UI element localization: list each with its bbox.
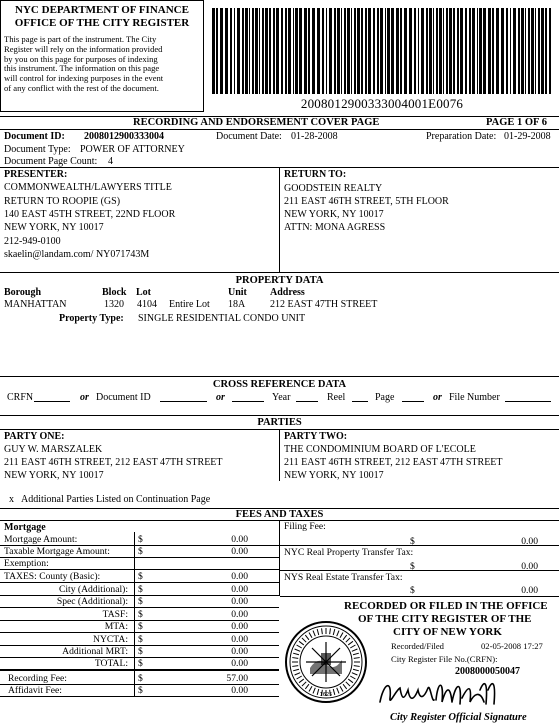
barcode-bar: [545, 8, 547, 94]
nyc-transfer-dollar: $: [410, 561, 415, 572]
barcode-bar: [472, 8, 475, 94]
fee-label: TAXES: County (Basic):: [4, 571, 101, 582]
barcode-bar: [418, 8, 419, 94]
notice-line: by you on this page for purposes of indexing: [4, 53, 158, 64]
seal-tick: [293, 669, 299, 671]
barcode-bar: [230, 8, 232, 94]
barcode-bar: [304, 8, 307, 94]
fee-value: 0.00: [231, 584, 248, 595]
fee-divider: [0, 569, 279, 570]
seal-tick: [293, 653, 299, 655]
fee-label: Spec (Additional):: [56, 596, 128, 607]
party-two-title: PARTY TWO:: [284, 431, 348, 442]
presenter-line: COMMONWEALTH/LAWYERS TITLE: [4, 182, 172, 193]
barcode-bar: [262, 8, 264, 94]
fee-label: Exemption:: [4, 558, 49, 569]
barcode-bar: [387, 8, 390, 94]
barcode-bar: [469, 8, 471, 94]
fee-divider: [0, 607, 279, 608]
fee-row: [0, 584, 280, 595]
barcode-bar: [391, 8, 394, 94]
presenter-line: RETURN TO ROOPIE (GS): [4, 196, 121, 207]
notice-line: This page is part of the instrument. The City: [4, 34, 157, 45]
fee-row: [0, 596, 280, 607]
recorded-datetime: 02-05-2008 17:27: [481, 641, 543, 651]
barcode-bar: [259, 8, 260, 94]
recorded-line-2: OF THE CITY REGISTER OF THE: [358, 613, 532, 625]
barcode-bar: [368, 8, 371, 94]
barcode-bar: [433, 8, 434, 94]
block-header: Block: [102, 287, 127, 298]
fee-label: City (Additional):: [58, 584, 128, 595]
barcode-bar: [276, 8, 279, 94]
presenter-line: NEW YORK, NY 10017: [4, 222, 104, 233]
seal-tick: [343, 684, 347, 689]
fee-value: 0.00: [231, 571, 248, 582]
nys-transfer-label: NYS Real Estate Transfer Tax:: [284, 572, 403, 583]
barcode-bar: [377, 8, 379, 94]
borough-value: MANHATTAN: [4, 299, 67, 310]
unit-header: Unit: [228, 287, 247, 298]
barcode-bar: [528, 8, 530, 94]
fee-divider: [0, 632, 279, 633]
fee-row: [0, 534, 280, 545]
seal-tick: [352, 649, 358, 651]
notice-line: will control for indexing purposes in the event: [4, 73, 164, 84]
seal-tick: [353, 669, 359, 671]
barcode-bar: [312, 8, 315, 94]
divider: [0, 129, 559, 130]
fee-divider: [0, 582, 279, 583]
barcode-bar: [404, 8, 407, 94]
fee-row: [0, 658, 280, 669]
notice-line: this instrument. The information on this page: [4, 63, 160, 74]
barcode-bar: [347, 8, 350, 94]
department-line-1: NYC DEPARTMENT OF FINANCE: [15, 4, 189, 16]
page-label: Page: [375, 392, 395, 403]
presenter-line: 140 EAST 45TH STREET, 22ND FLOOR: [4, 209, 176, 220]
fee-column-divider: [134, 532, 135, 696]
fee-label: Taxable Mortgage Amount:: [4, 546, 110, 557]
seal-tick: [317, 689, 319, 695]
return-to-title: RETURN TO:: [284, 169, 347, 180]
seal-tick: [354, 658, 360, 659]
barcode-bar: [496, 8, 499, 94]
divider: [280, 545, 559, 546]
fees-title: FEES AND TAXES: [235, 509, 324, 520]
barcode-bar: [414, 8, 416, 94]
barcode-bar: [446, 8, 448, 94]
fee-row: [0, 558, 280, 569]
presenter-email: skaelin@landam.com/ NY071743M: [4, 249, 150, 260]
barcode-bar: [216, 8, 218, 94]
barcode-bar: [344, 8, 346, 94]
barcode-number: 2008012900333004001E0076: [300, 96, 464, 111]
fee-label: Mortgage Amount:: [4, 534, 78, 545]
barcode-bar: [337, 8, 340, 94]
barcode-bar: [252, 8, 254, 94]
lot-value: 4104: [137, 299, 157, 310]
cross-reference-title: CROSS REFERENCE DATA: [212, 379, 347, 390]
fee-dollar: $: [138, 534, 143, 545]
unit-value: 18A: [228, 299, 246, 310]
barcode-bar: [273, 8, 275, 94]
presenter-line: 212-949-0100: [4, 236, 61, 247]
party-two-line: THE CONDOMINIUM BOARD OF L'ECOLE: [284, 444, 476, 455]
document-type-label: Document Type:: [4, 144, 71, 155]
signature-caption: City Register Official Signature: [390, 712, 527, 723]
page-indicator: PAGE 1 OF 6: [486, 117, 547, 128]
barcode-bar: [234, 8, 235, 94]
fee-label: Additional MRT:: [62, 646, 128, 657]
seal-tick: [337, 631, 339, 637]
department-title: [4, 4, 200, 29]
seal-tick: [350, 645, 355, 648]
recorded-line-3: CITY OF NEW YORK: [393, 626, 502, 638]
recorded-line-1: RECORDED OR FILED IN THE OFFICE: [344, 600, 548, 612]
barcode-bar: [225, 8, 228, 94]
seal-tick: [309, 633, 312, 638]
fee-row: [0, 546, 280, 557]
page-blank: [402, 401, 424, 402]
barcode-bar: [373, 8, 375, 94]
seal-tick: [302, 638, 306, 642]
fee-row: [0, 685, 280, 696]
barcode-bar: [329, 8, 332, 94]
barcode-bar: [212, 8, 215, 94]
fee-divider: [0, 696, 279, 697]
barcode-bar: [453, 8, 455, 94]
address-header: Address: [270, 287, 305, 298]
property-title: PROPERTY DATA: [235, 275, 324, 286]
block-value: 1320: [104, 299, 124, 310]
barcode-bar: [317, 8, 320, 94]
year-blank: [296, 401, 318, 402]
barcode-bar: [513, 8, 516, 94]
barcode-bar: [242, 8, 244, 94]
party-two-line: 211 EAST 46TH STREET, 212 EAST 47TH STREET: [284, 457, 503, 468]
fee-dollar: $: [138, 634, 143, 645]
notice-line: of any conflict with the rest of the document.: [4, 82, 159, 93]
barcode-bar: [295, 8, 298, 94]
document-id: 2008012900333004: [84, 131, 164, 142]
seal-tick: [340, 686, 343, 691]
seal-tick: [353, 653, 359, 655]
seal-tick: [333, 629, 335, 635]
seal-tick: [348, 641, 353, 645]
fee-divider: [0, 669, 279, 671]
header-notice-box: [0, 0, 204, 112]
address-value: 212 EAST 47TH STREET: [270, 299, 378, 310]
seal-tick: [322, 628, 323, 634]
nys-transfer-value: 0.00: [521, 585, 538, 596]
barcode-bar: [443, 8, 444, 94]
barcode-bar: [488, 8, 491, 94]
barcode-bar: [479, 8, 482, 94]
cover-title: RECORDING AND ENDORSEMENT COVER PAGE: [133, 117, 380, 128]
barcode-bar: [521, 8, 524, 94]
parties-title: PARTIES: [257, 417, 302, 428]
divider: [0, 376, 559, 377]
barcode-bar: [385, 8, 386, 94]
barcode-bar: [281, 8, 283, 94]
barcode-bar: [220, 8, 223, 94]
barcode-bar: [354, 8, 356, 94]
reel-blank: [352, 401, 368, 402]
seal-tick: [313, 688, 315, 694]
seal-tick: [354, 666, 360, 667]
seal-tick: [343, 635, 347, 640]
borough-header: Borough: [4, 287, 42, 298]
barcode-bar: [429, 8, 432, 94]
document-id-label: Document ID:: [4, 131, 65, 142]
blank: [232, 401, 264, 402]
barcode-bar: [299, 8, 302, 94]
divider-vertical: [279, 167, 280, 272]
fee-row: [0, 673, 280, 684]
seal-year: 1625: [319, 692, 333, 698]
seal-tick: [292, 666, 298, 667]
department-line-2: OFFICE OF THE CITY REGISTER: [14, 16, 190, 29]
barcode-bar: [538, 8, 540, 94]
seal-tick: [297, 645, 302, 648]
document-date: 01-28-2008: [291, 131, 338, 142]
crfn-label: CRFN: [7, 392, 34, 403]
barcode-bar: [510, 8, 511, 94]
fee-dollar: $: [138, 546, 143, 557]
barcode-bar: [506, 8, 508, 94]
filing-fee-label: Filing Fee:: [284, 521, 326, 532]
additional-parties-mark: x: [9, 494, 14, 505]
document-type: POWER OF ATTORNEY: [80, 144, 185, 155]
presenter-title: PRESENTER:: [4, 169, 68, 180]
seal-tick: [295, 649, 301, 651]
lot-header: Lot: [136, 287, 151, 298]
document-id-ref-label: Document ID: [96, 392, 151, 403]
divider-vertical: [279, 429, 280, 481]
additional-parties-text: Additional Parties Listed on Continuation Page: [21, 494, 211, 505]
document-id-blank: [160, 401, 207, 402]
barcode-bar: [460, 8, 463, 94]
page-count: 4: [108, 156, 113, 167]
fee-label: NYCTA:: [93, 634, 128, 645]
property-type: SINGLE RESIDENTIAL CONDO UNIT: [138, 313, 306, 324]
reel-label: Reel: [327, 392, 346, 403]
barcode-bar: [326, 8, 327, 94]
barcode-bar: [449, 8, 452, 94]
file-number-blank: [505, 401, 551, 402]
seal-tick: [317, 629, 319, 635]
barcode-bar: [549, 8, 551, 94]
fee-dollar: $: [138, 609, 143, 620]
fee-value: 0.00: [231, 634, 248, 645]
seal-tick: [333, 689, 335, 695]
seal-tick: [309, 686, 312, 691]
barcode-bar: [525, 8, 526, 94]
return-to-line: ATTN: MONA AGRESS: [284, 222, 386, 233]
seal-tick: [305, 635, 309, 640]
fee-label: MTA:: [104, 621, 128, 632]
document-date-label: Document Date:: [216, 131, 282, 142]
barcode-bar: [436, 8, 438, 94]
filing-fee-value: 0.00: [521, 536, 538, 547]
fee-dollar: $: [138, 685, 143, 696]
fee-row: [0, 571, 280, 582]
barcode-bar: [541, 8, 544, 94]
year-label: Year: [272, 392, 291, 403]
fee-dollar: $: [138, 596, 143, 607]
fee-dollar: $: [138, 571, 143, 582]
seal-tick: [346, 638, 350, 642]
nyc-transfer-label: NYC Real Property Transfer Tax:: [284, 547, 414, 558]
fee-value: 0.00: [231, 646, 248, 657]
barcode-bar: [285, 8, 287, 94]
fee-row: [0, 646, 280, 657]
fee-dollar: $: [138, 584, 143, 595]
fee-value: 0.00: [231, 609, 248, 620]
barcode-bar: [535, 8, 536, 94]
barcode-bar: [421, 8, 424, 94]
barcode-bar: [492, 8, 494, 94]
barcode-bar: [361, 8, 363, 94]
fee-value: 0.00: [231, 546, 248, 557]
barcode-bar: [322, 8, 324, 94]
notice-line: Register will rely on the information provided: [4, 43, 163, 54]
barcode-bar: [483, 8, 486, 94]
barcode-bar: [288, 8, 291, 94]
barcode-bar: [269, 8, 271, 94]
seal-tick: [292, 658, 298, 659]
or-separator: or: [433, 392, 442, 403]
filing-fee-dollar: $: [410, 536, 415, 547]
barcode-bar: [293, 8, 294, 94]
barcode-bar: [351, 8, 352, 94]
property-type-label: Property Type:: [59, 313, 124, 324]
return-to-line: 211 EAST 46TH STREET, 5TH FLOOR: [284, 196, 449, 207]
crfn-number: 2008000050047: [455, 666, 520, 677]
mortgage-title: Mortgage: [4, 522, 46, 533]
fee-value: 0.00: [231, 658, 248, 669]
barcode-bar: [334, 8, 336, 94]
fee-row: [0, 634, 280, 645]
nyc-transfer-value: 0.00: [521, 561, 538, 572]
divider: [0, 272, 559, 273]
seal-tick: [299, 641, 304, 645]
divider: [0, 415, 559, 416]
seal-tick: [346, 682, 350, 686]
party-one-line: 211 EAST 46TH STREET, 212 EAST 47TH STREET: [4, 457, 223, 468]
fee-dollar: $: [138, 658, 143, 669]
barcode-bar: [357, 8, 360, 94]
barcode-bar: [457, 8, 459, 94]
barcode-bar: [265, 8, 268, 94]
barcode-bar: [518, 8, 520, 94]
party-one-line: NEW YORK, NY 10017: [4, 470, 104, 481]
city-seal-icon: [284, 620, 368, 704]
or-separator: or: [216, 392, 225, 403]
barcode-bar: [308, 8, 310, 94]
fee-row: [0, 621, 280, 632]
seal-tick: [299, 679, 304, 683]
barcode-bar: [396, 8, 399, 94]
seal-tick: [305, 684, 309, 689]
barcode: [212, 8, 552, 94]
fee-value: 0.00: [231, 534, 248, 545]
fee-value: 0.00: [231, 596, 248, 607]
or-separator: or: [80, 392, 89, 403]
barcode-bar: [365, 8, 367, 94]
nys-transfer-dollar: $: [410, 585, 415, 596]
seal-tick: [340, 633, 343, 638]
barcode-bar: [409, 8, 412, 94]
fee-dollar: $: [138, 673, 143, 684]
barcode-bar: [501, 8, 504, 94]
seal-tick: [348, 679, 353, 683]
file-number-label: File Number: [449, 392, 500, 403]
divider: [280, 570, 559, 571]
recorded-filed-label: Recorded/Filed: [391, 641, 444, 651]
barcode-bar: [249, 8, 250, 94]
barcode-bar: [426, 8, 428, 94]
signature-image: [374, 676, 504, 710]
page-count-label: Document Page Count:: [4, 156, 98, 167]
crfn-blank: [34, 401, 70, 402]
barcode-bar: [531, 8, 534, 94]
barcode-bar: [477, 8, 478, 94]
lot-note: Entire Lot: [169, 299, 210, 310]
barcode-bar: [341, 8, 342, 94]
fee-label: TOTAL:: [94, 658, 128, 669]
barcode-bar: [439, 8, 442, 94]
seal-tick: [352, 673, 358, 675]
fee-label: TASF:: [102, 609, 128, 620]
seal-tick: [295, 673, 301, 675]
seal-tick: [350, 676, 355, 679]
fee-value: 0.00: [231, 621, 248, 632]
barcode-bar: [255, 8, 258, 94]
party-one-line: GUY W. MARSZALEK: [4, 444, 103, 455]
barcode-bar: [237, 8, 240, 94]
return-to-line: NEW YORK, NY 10017: [284, 209, 384, 220]
divider: [280, 596, 559, 597]
preparation-date-label: Preparation Date:: [426, 131, 497, 142]
party-one-title: PARTY ONE:: [4, 431, 65, 442]
barcode-bar: [465, 8, 467, 94]
fee-dollar: $: [138, 646, 143, 657]
preparation-date: 01-29-2008: [504, 131, 551, 142]
fee-label: Recording Fee:: [8, 673, 67, 684]
crfn-caption: City Register File No.(CRFN):: [391, 654, 498, 664]
party-two-line: NEW YORK, NY 10017: [284, 470, 384, 481]
barcode-bar: [400, 8, 402, 94]
fee-label: Affidavit Fee:: [8, 685, 62, 696]
seal-tick: [330, 628, 331, 634]
seal-tick: [302, 682, 306, 686]
fee-row: [0, 609, 280, 620]
fee-value: 57.00: [226, 673, 248, 684]
seal-tick: [297, 676, 302, 679]
fee-value: 0.00: [231, 685, 248, 696]
notice-text: [4, 35, 200, 93]
fee-dollar: $: [138, 621, 143, 632]
seal-tick: [337, 688, 339, 694]
return-to-line: GOODSTEIN REALTY: [284, 183, 383, 194]
seal-tick: [313, 631, 315, 637]
barcode-bar: [245, 8, 248, 94]
barcode-bar: [380, 8, 383, 94]
